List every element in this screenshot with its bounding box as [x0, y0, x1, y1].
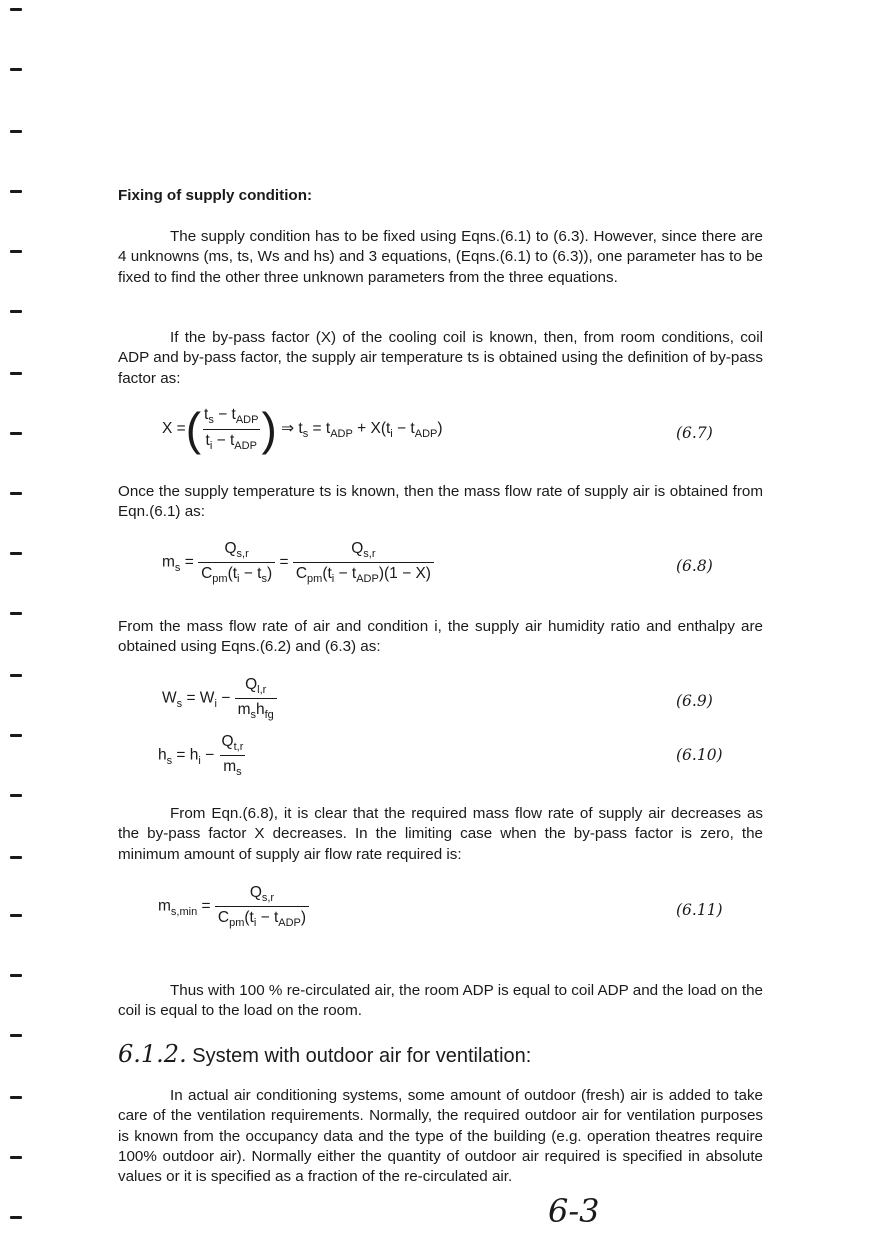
paragraph-humidity-enthalpy: From the mass flow rate of air and condition i, the supply air humidity ratio and enthalpy are obtained using Eqns.(6.2) and (6.3) as:: [118, 618, 763, 656]
paragraph-unknowns: The supply condition has to be fixed using Eqns.(6.1) to (6.3). However, since there are 4 unknowns (ms, ts, Ws and hs) and 3 equations, (Eqns.(6.1) to (6.3)), one parameter has to be fixed to find the other three unknown parameters from the three equations.: [118, 228, 763, 286]
equation-6-9: $W_s = W_i$ − $\frac{Q_{l,r}}{m_sh_{fg}}$: [162, 676, 277, 721]
section-heading: [118, 1040, 531, 1068]
equation-number-6-7: (6.7): [676, 424, 713, 442]
equation-number-6-11: (6.11): [676, 901, 723, 919]
paragraph-recirculated-air: Thus with 100 % re-circulated air, the room ADP is equal to coil ADP and the load on the coil is equal to the load on the room.: [118, 982, 763, 1020]
page-number: 6-3: [548, 1192, 600, 1230]
equation-number-6-10: (6.10): [676, 746, 723, 764]
equation-number-6-8: (6.8): [676, 557, 713, 575]
paragraph-supply-temperature: Once the supply temperature ts is known, then the mass flow rate of supply air is obtained from Eqn.(6.1) as:: [118, 483, 763, 521]
equation-6-10: $h_s = h_i$ − $\frac{Q_{t,r}}{m_s}$: [158, 733, 244, 779]
equation-6-7: X =( $\frac{t_s - t_{ADP}}{t_i - t_{ADP}}$ ) ⇒ $t_s = t_{ADP} + X(t_i - t_{ADP})$: [162, 403, 443, 455]
section-title: System with outdoor air for ventilation:: [192, 1045, 532, 1067]
paragraph-limiting-case: From Eqn.(6.8), it is clear that the required mass flow rate of supply air decreases as the by-pass factor X decreases. In the limiting case when the by-pass factor is zero, the minimum amount of supply air flow rate required is:: [118, 805, 763, 863]
paragraph-outdoor-air: In actual air conditioning systems, some amount of outdoor (fresh) air is added to take care of the ventilation requirements. Normally, the required outdoor air for ventilation purposes is known from the occupancy data and the type of the building (e.g. operation theatres require 100% outdoor air). Normally either the quantity of outdoor air required is specified in absolute values or it is specified as a fraction of the re-circulated air.: [118, 1087, 763, 1186]
paragraph-bypass-factor: If the by-pass factor (X) of the cooling coil is known, then, from room conditions, coil ADP and by-pass factor, the supply air temperature ts is obtained using the definition of by-pass factor as:: [118, 329, 763, 387]
section-number: 6.1.2.: [118, 1040, 187, 1068]
equation-6-8: $m_s$ = $\frac{Q_{s,r}}{C_{pm}(t_i - t_s)}$ = $\frac{Q_{s,r}}{C_{pm}(t_i - t_{ADP})(1 - X)}$: [162, 540, 434, 585]
equation-6-11: $m_{s,min}$ = $\frac{Q_{s,r}}{C_{pm}(t_i - t_{ADP})}$: [158, 884, 309, 929]
heading-supply-condition: Fixing of supply condition:: [118, 187, 313, 204]
equation-number-6-9: (6.9): [676, 692, 713, 710]
